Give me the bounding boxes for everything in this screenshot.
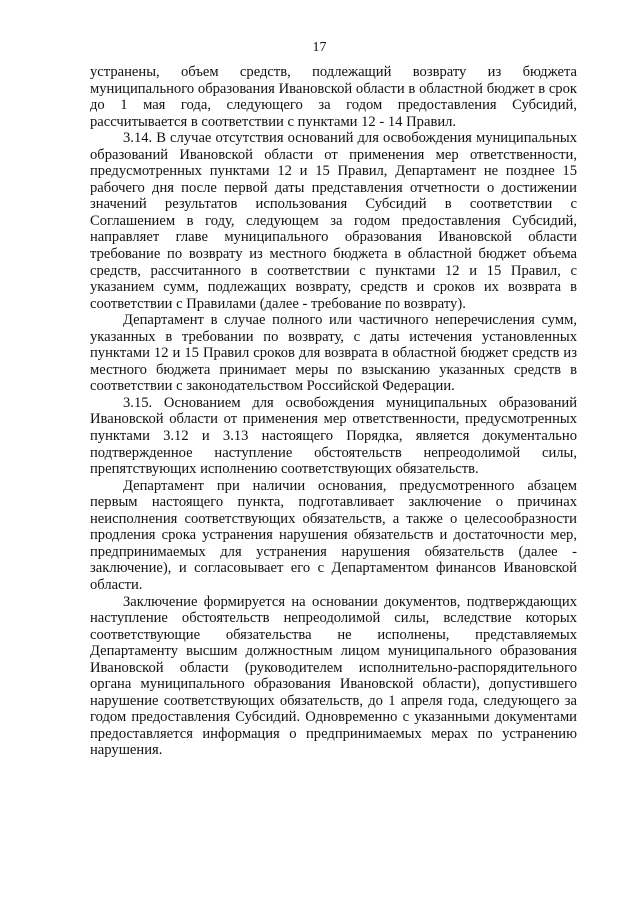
paragraph-conclusion-preparation: Департамент при наличии основания, предусмотренного абзацем первым настоящего пункта, подготавливает заключение о причинах неисполнения соответствующих обязательств, а также о целесообразности продления срока устранения нарушения обязательств и достаточности мер, предпринимаемых для устранения нарушения обязательств (далее - заключение), и согласовывает его с Департаментом финансов Ивановской области.	[90, 477, 577, 593]
page-number: 17	[312, 40, 327, 55]
paragraph-3-14: 3.14. В случае отсутствия оснований для освобождения муниципальных образований Ивановской области от применения мер ответственности, предусмотренных пунктами 12 и 15 Правил, Департамент не позднее 15 рабочего дня после первой даты представления отчетности о достижении значений результатов использования Субсидий в соответствии с Соглашением в году, следующем за годом предоставления Субсидий, направляет главе муниципального образования Ивановской области требование по возврату из местного бюджета в областной бюджет объема средств, рассчитанного в соответствии с пунктами 12 и 15 Правил, с указанием сумм, подлежащих возврату, средств и сроков их возврата в соответствии с Правилами (далее - требование по возврату).	[90, 130, 577, 312]
paragraph-3-15: 3.15. Основанием для освобождения муниципальных образований Ивановской области от применения мер ответственности, предусмотренных пунктами 3.12 и 3.13 настоящего Порядка, является документально подтвержденное наступление обстоятельств непреодолимой силы, препятствующих исполнению соответствующих обязательств.	[90, 394, 577, 478]
paragraph-recovery-measures: Департамент в случае полного или частичного неперечисления сумм, указанных в требовании по возврату, с даты истечения установленных пунктами 12 и 15 Правил сроков для возврата в областной бюджет средств из местного бюджета принимает меры по взысканию указанных средств в соответствии с законодательством Российской Федерации.	[90, 312, 577, 395]
paragraph-conclusion-basis: Заключение формируется на основании документов, подтверждающих наступление обстоятельств непреодолимой силы, вследствие которых соответствующие обязательства не исполнены, представляемых Департаменту высшим должностным лицом муниципального образования Ивановской области (руководителем исполнительно-распорядительного органа муниципального образования Ивановской области), допустившего нарушение соответствующих обязательств, до 1 апреля года, следующего за годом предоставления Субсидий. Одновременно с указанными документами предоставляется информация о предпринимаемых мерах по устранению нарушения.	[90, 593, 577, 759]
document-body	[90, 64, 577, 759]
paragraph-1-continuation: устранены, объем средств, подлежащий возврату из бюджета муниципального образования Ивановской области в областной бюджет в срок до 1 мая года, следующего за годом предоставления Субсидий, рассчитывается в соответствии с пунктами 12 - 14 Правил.	[90, 64, 577, 130]
